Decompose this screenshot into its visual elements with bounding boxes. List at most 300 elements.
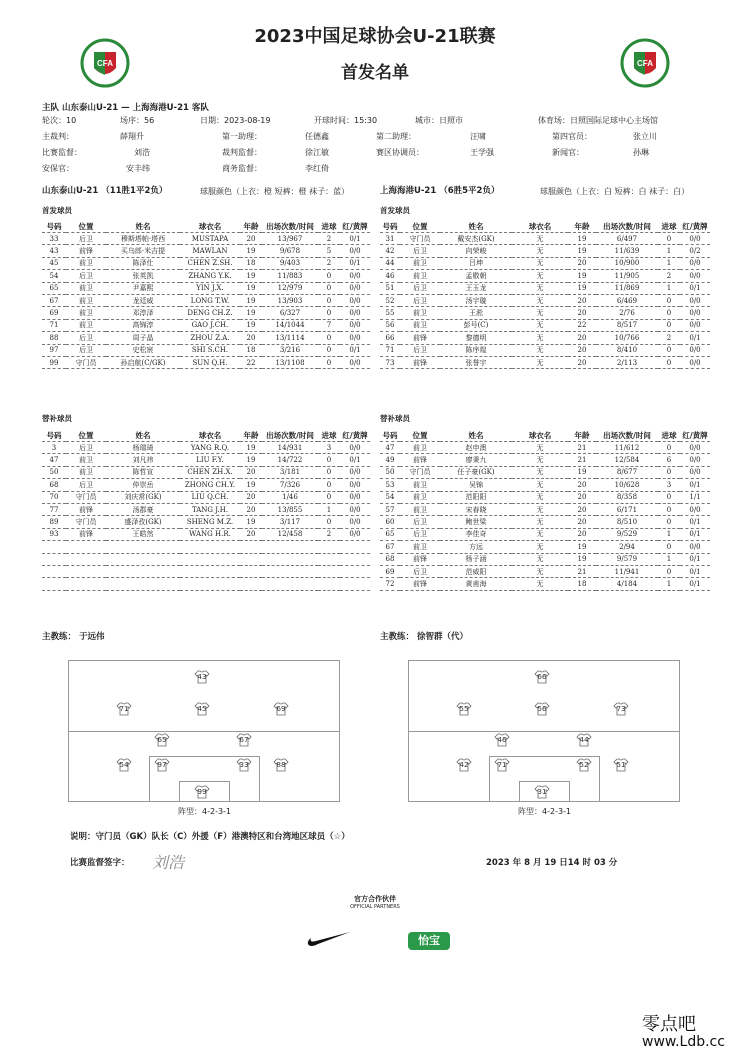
table-cell: 20 [240,491,262,503]
table-cell: 0/1 [680,528,710,540]
table-cell: 20 [240,466,262,478]
table-cell: 0 [658,294,680,306]
table-cell: 57 [380,503,400,515]
table-cell: ZHOU Z.A. [180,332,240,344]
table-cell: 13/855 [262,503,318,515]
table-cell: 0 [318,491,340,503]
table-cell: 68 [380,553,400,565]
table-cell: 0 [658,233,680,245]
table-cell: 89 [42,516,66,528]
match-supervisor-label: 比赛监督： [42,148,82,157]
coordinator-label: 赛区协调员： [376,148,424,157]
table-header [42,221,370,233]
table-cell: 20 [240,503,262,515]
table-cell: 0/0 [680,503,710,515]
table-cell: 0/0 [340,491,370,503]
table-row [380,257,710,269]
signature-label: 比赛监督签字： [70,858,130,868]
col-goals: 进球 [318,221,340,233]
table-row [42,307,370,319]
table-cell: 王皓然 [106,528,180,540]
table-cell: 前卫 [66,466,106,478]
table-cell: 前卫 [66,282,106,294]
table-cell [106,578,180,590]
col-cards: 红/黄牌 [340,221,370,233]
table-cell: 杨子涵 [440,553,512,565]
table-cell [262,553,318,565]
table-cell: 0 [658,356,680,368]
shirt-icon: 97 [154,758,170,772]
table-cell: SHI S.CH. [180,344,240,356]
away-starters-label: 首发球员 [380,206,410,215]
table-cell: MUSTAPA [180,233,240,245]
table-cell: 0/1 [340,233,370,245]
table-cell: 11/869 [596,282,658,294]
stadium: 体育场：日照国际足球中心主场馆 [538,116,658,125]
table-cell: 7/326 [262,479,318,491]
table-cell: 0 [318,307,340,319]
teams-label: 主队 山东泰山U-21 — 上海海港U-21 客队 [42,103,209,113]
table-cell: 孙启航(C/GK) [106,356,180,368]
table-cell: 刘庆常(GK) [106,491,180,503]
table-cell: 0 [318,356,340,368]
table-cell: 孟敬朝 [440,270,512,282]
goal-area-right [569,781,570,801]
table-cell [66,553,106,565]
table-cell: 1 [658,553,680,565]
table-cell: 彭号(C) [440,319,512,331]
table-cell: 前锋 [400,332,440,344]
table-cell: 0/0 [340,270,370,282]
table-cell: 6/171 [596,503,658,515]
table-cell: 0/0 [680,294,710,306]
goal-area-top [179,781,229,782]
table-cell: 后卫 [400,516,440,528]
table-row [380,454,710,466]
col-position: 位置 [66,221,106,233]
table-cell: 0/0 [680,442,710,454]
table-cell: 20 [240,332,262,344]
goal-area-left [179,781,180,801]
table-cell: 3 [42,442,66,454]
table-cell [318,565,340,577]
shirt-icon: 67 [236,733,252,747]
table-cell: 前锋 [400,356,440,368]
table-cell: 77 [42,503,66,515]
table-cell [180,553,240,565]
match-no: 场序：56 [120,116,155,125]
table-cell: 无 [512,503,568,515]
table-cell: 2/76 [596,307,658,319]
table-cell: 后卫 [400,245,440,257]
table-cell: 0/0 [340,466,370,478]
table-cell: 73 [380,356,400,368]
ref-supervisor-label: 裁判监督： [222,148,262,157]
shirt-icon: 99 [194,785,210,799]
table-cell: 后卫 [400,528,440,540]
table-cell: 前锋 [66,503,106,515]
table-cell: 守门员 [66,516,106,528]
table-cell: 无 [512,565,568,577]
table-cell: 无 [512,442,568,454]
table-cell: 0 [318,282,340,294]
table-cell: 0/1 [680,282,710,294]
halfway-line [409,731,679,732]
table-cell: 无 [512,454,568,466]
table-cell: 20 [240,528,262,540]
table-cell: 49 [380,454,400,466]
table-cell: 后卫 [400,294,440,306]
table-cell: 0 [318,466,340,478]
table-row [42,442,370,454]
table-cell: 31 [380,233,400,245]
table-cell: 无 [512,466,568,478]
table-cell: 无 [512,541,568,553]
col-position: 位置 [400,221,440,233]
table-cell: YIN J.X. [180,282,240,294]
table-cell: 0/1 [340,344,370,356]
table-cell: 14/1044 [262,319,318,331]
table-cell: 1 [318,503,340,515]
table-cell [240,578,262,590]
col-cards: 红/黄牌 [680,430,710,442]
table-cell: 3 [658,479,680,491]
table-cell: 0 [658,319,680,331]
table-cell [42,541,66,553]
shirt-icon: 73 [613,702,629,716]
table-row [42,466,370,478]
table-cell: 50 [380,466,400,478]
table-row [380,245,710,257]
table-cell: 0/0 [680,319,710,331]
shirt-icon: 45 [194,702,210,716]
table-cell: 4/184 [596,578,658,590]
shirt-icon: 46 [494,733,510,747]
city: 城市：日照市 [415,116,463,125]
table-cell: SHENG M.Z. [180,516,240,528]
shirt-icon: 52 [576,758,592,772]
table-header [380,221,710,233]
press-value: 孙琳 [633,148,649,157]
box-left-line [489,756,490,801]
col-shirt-name: 球衣名 [180,221,240,233]
table-row [42,541,370,553]
table-cell: 20 [568,479,596,491]
table-cell: 0 [658,442,680,454]
table-cell: 后卫 [66,344,106,356]
table-cell [180,565,240,577]
table-cell: 21 [568,454,596,466]
table-cell: 0/0 [680,233,710,245]
ar1-label: 第一助理： [222,132,262,141]
table-cell: 陈哲宣 [106,466,180,478]
table-cell: 22 [240,356,262,368]
nike-logo [306,930,352,952]
table-cell: 周子晶 [106,332,180,344]
table-cell: 李佳奇 [440,528,512,540]
table-cell: 龙廷威 [106,294,180,306]
table-cell: 8/358 [596,491,658,503]
shirt-icon: 88 [273,758,289,772]
table-cell: 任子豪(GK) [440,466,512,478]
shirt-icon: 31 [534,785,550,799]
table-cell [106,541,180,553]
table-cell: 21 [568,565,596,577]
table-cell: 71 [42,319,66,331]
table-cell [340,565,370,577]
table-cell: 穆斯塔帕·塔西 [106,233,180,245]
table-cell: 前卫 [400,319,440,331]
col-apps: 出场次数/时间 [262,430,318,442]
table-cell: 2 [318,528,340,540]
table-cell: 后卫 [400,344,440,356]
home-team-name: 山东泰山U-21 （11胜1平2负） [42,186,168,196]
table-cell: 0/2 [680,245,710,257]
table-cell: 高锦淳 [106,319,180,331]
col-apps: 出场次数/时间 [596,430,658,442]
col-number: 号码 [380,221,400,233]
sign-datetime: 2023 年 8 月 19 日14 时 03 分 [486,858,618,868]
table-row [42,282,370,294]
table-cell: 前锋 [66,528,106,540]
table-cell: 前锋 [66,245,106,257]
table-cell: 0/1 [680,516,710,528]
table-cell: 99 [42,356,66,368]
table-cell: 22 [568,319,596,331]
table-cell: 21 [568,442,596,454]
table-cell: 18 [240,257,262,269]
table-cell [66,565,106,577]
table-cell: 前卫 [400,257,440,269]
table-cell: CHEN Z.SH. [180,257,240,269]
table-cell: 0 [658,516,680,528]
table-cell [340,553,370,565]
table-cell: 后卫 [400,565,440,577]
table-cell: SUN Q.H. [180,356,240,368]
table-cell: 0/0 [340,503,370,515]
table-cell: 13/903 [262,294,318,306]
box-top-line [149,756,259,757]
table-cell: 43 [42,245,66,257]
table-cell: 11/883 [262,270,318,282]
table-cell: ZHANG Y.K. [180,270,240,282]
col-cards: 红/黄牌 [680,221,710,233]
table-row [380,578,710,590]
table-cell: 前卫 [400,541,440,553]
table-cell: 前卫 [66,257,106,269]
table-cell: 68 [42,479,66,491]
table-cell: LIU Q.CH. [180,491,240,503]
table-cell: 0 [318,344,340,356]
box-right-line [259,756,260,801]
table-cell: 6/469 [596,294,658,306]
table-cell [106,565,180,577]
table-cell: 2 [658,270,680,282]
table-header [380,430,710,442]
table-cell: 0 [658,565,680,577]
table-cell: 19 [240,282,262,294]
table-row [380,491,710,503]
table-row [380,541,710,553]
table-cell: 3/181 [262,466,318,478]
table-cell: 1/46 [262,491,318,503]
table-cell: 19 [240,294,262,306]
table-cell: 无 [512,294,568,306]
table-cell: 1/1 [680,491,710,503]
table-cell: 0 [318,516,340,528]
col-age: 年龄 [568,221,596,233]
col-apps: 出场次数/时间 [596,221,658,233]
table-cell [240,541,262,553]
table-cell [340,578,370,590]
table-cell: MAWLAN [180,245,240,257]
table-cell: 前卫 [66,319,106,331]
table-row [380,442,710,454]
table-cell: 1 [658,528,680,540]
table-cell: 邓淳泽 [106,307,180,319]
table-cell: 方远 [440,541,512,553]
table-cell: 10/766 [596,332,658,344]
table-cell: 11/612 [596,442,658,454]
table-cell: 0/1 [680,553,710,565]
table-cell: 19 [568,541,596,553]
table-cell: 67 [42,294,66,306]
cbest-logo: 怡宝 [408,932,450,950]
away-team-name: 上海海港U-21 （6胜5平2负） [380,186,500,196]
table-cell: 12/584 [596,454,658,466]
table-row [380,356,710,368]
table-row [380,307,710,319]
table-cell: 19 [568,233,596,245]
col-name: 姓名 [440,430,512,442]
table-cell: 张誉宇 [440,356,512,368]
cfa-logo-right [620,38,670,88]
table-cell: 20 [568,516,596,528]
table-cell: LONG T.W. [180,294,240,306]
table-cell: 0 [318,332,340,344]
watermark-text: 零点吧 [642,1014,696,1035]
table-cell [318,553,340,565]
table-cell: 史松宸 [106,344,180,356]
table-cell: 后卫 [66,233,106,245]
table-cell: 0 [318,270,340,282]
table-cell: 54 [380,491,400,503]
table-cell: 3/117 [262,516,318,528]
table-cell: 55 [380,307,400,319]
fourth-value: 张立川 [633,132,657,141]
table-cell: 19 [568,270,596,282]
table-cell: 0/0 [340,319,370,331]
shirt-icon: 44 [576,733,592,747]
table-cell: 无 [512,578,568,590]
table-cell: 无 [512,491,568,503]
table-cell: 0/0 [680,257,710,269]
ar2-label: 第二助理： [376,132,416,141]
table-cell: 2/113 [596,356,658,368]
shirt-icon: 65 [154,733,170,747]
box-right-line [599,756,600,801]
table-cell: 前锋 [400,578,440,590]
match-supervisor-value: 刘浩 [134,148,150,157]
table-cell: 72 [380,578,400,590]
table-cell: 45 [42,257,66,269]
table-cell: 范威阳 [440,565,512,577]
table-cell: 无 [512,319,568,331]
table-cell: 后卫 [66,442,106,454]
table-cell: 20 [568,528,596,540]
table-cell: 56 [380,319,400,331]
table-row [42,454,370,466]
table-row [42,578,370,590]
home-starters-table [42,221,370,369]
table-cell: 44 [380,257,400,269]
table-cell: 6/327 [262,307,318,319]
security-value: 安丰纬 [126,164,150,173]
table-cell [106,553,180,565]
table-cell: 无 [512,344,568,356]
press-label: 新闻官： [552,148,584,157]
table-cell [42,578,66,590]
fourth-label: 第四官员： [552,132,592,141]
table-cell: 8/410 [596,344,658,356]
table-cell: 65 [42,282,66,294]
table-row [42,233,370,245]
shirt-icon: 43 [194,670,210,684]
table-cell: 0/0 [340,356,370,368]
table-cell: 53 [380,479,400,491]
table-cell: ZHONG CH.Y. [180,479,240,491]
table-cell: 无 [512,528,568,540]
goal-area-left [519,781,520,801]
table-cell [240,565,262,577]
table-cell: 0 [658,541,680,553]
col-name: 姓名 [440,221,512,233]
table-cell: 无 [512,257,568,269]
round: 轮次：10 [42,116,77,125]
table-cell: 47 [42,454,66,466]
table-cell: 11/905 [596,270,658,282]
table-row [380,479,710,491]
table-cell: 无 [512,553,568,565]
table-row [380,528,710,540]
table-row [380,503,710,515]
table-cell: 69 [42,307,66,319]
table-cell: 19 [240,319,262,331]
table-cell: 20 [568,491,596,503]
away-starters-table [380,221,710,369]
table-cell: 0/0 [680,307,710,319]
table-row [380,344,710,356]
col-position: 位置 [400,430,440,442]
table-cell [42,565,66,577]
table-cell: GAO J.CH. [180,319,240,331]
table-cell: 71 [380,344,400,356]
table-cell: 0 [658,466,680,478]
table-cell: 廖秉九 [440,454,512,466]
table-cell: 42 [380,245,400,257]
table-row [42,516,370,528]
table-row [42,503,370,515]
table-header [42,430,370,442]
table-cell: 杨瑞琦 [106,442,180,454]
table-cell: 46 [380,270,400,282]
col-apps: 出场次数/时间 [262,221,318,233]
ar1-value: 任德鑫 [305,132,329,141]
col-shirt-name: 球衣名 [180,430,240,442]
table-cell: DENG CH.Z. [180,307,240,319]
table-cell: 后卫 [66,332,106,344]
table-cell: 19 [240,454,262,466]
